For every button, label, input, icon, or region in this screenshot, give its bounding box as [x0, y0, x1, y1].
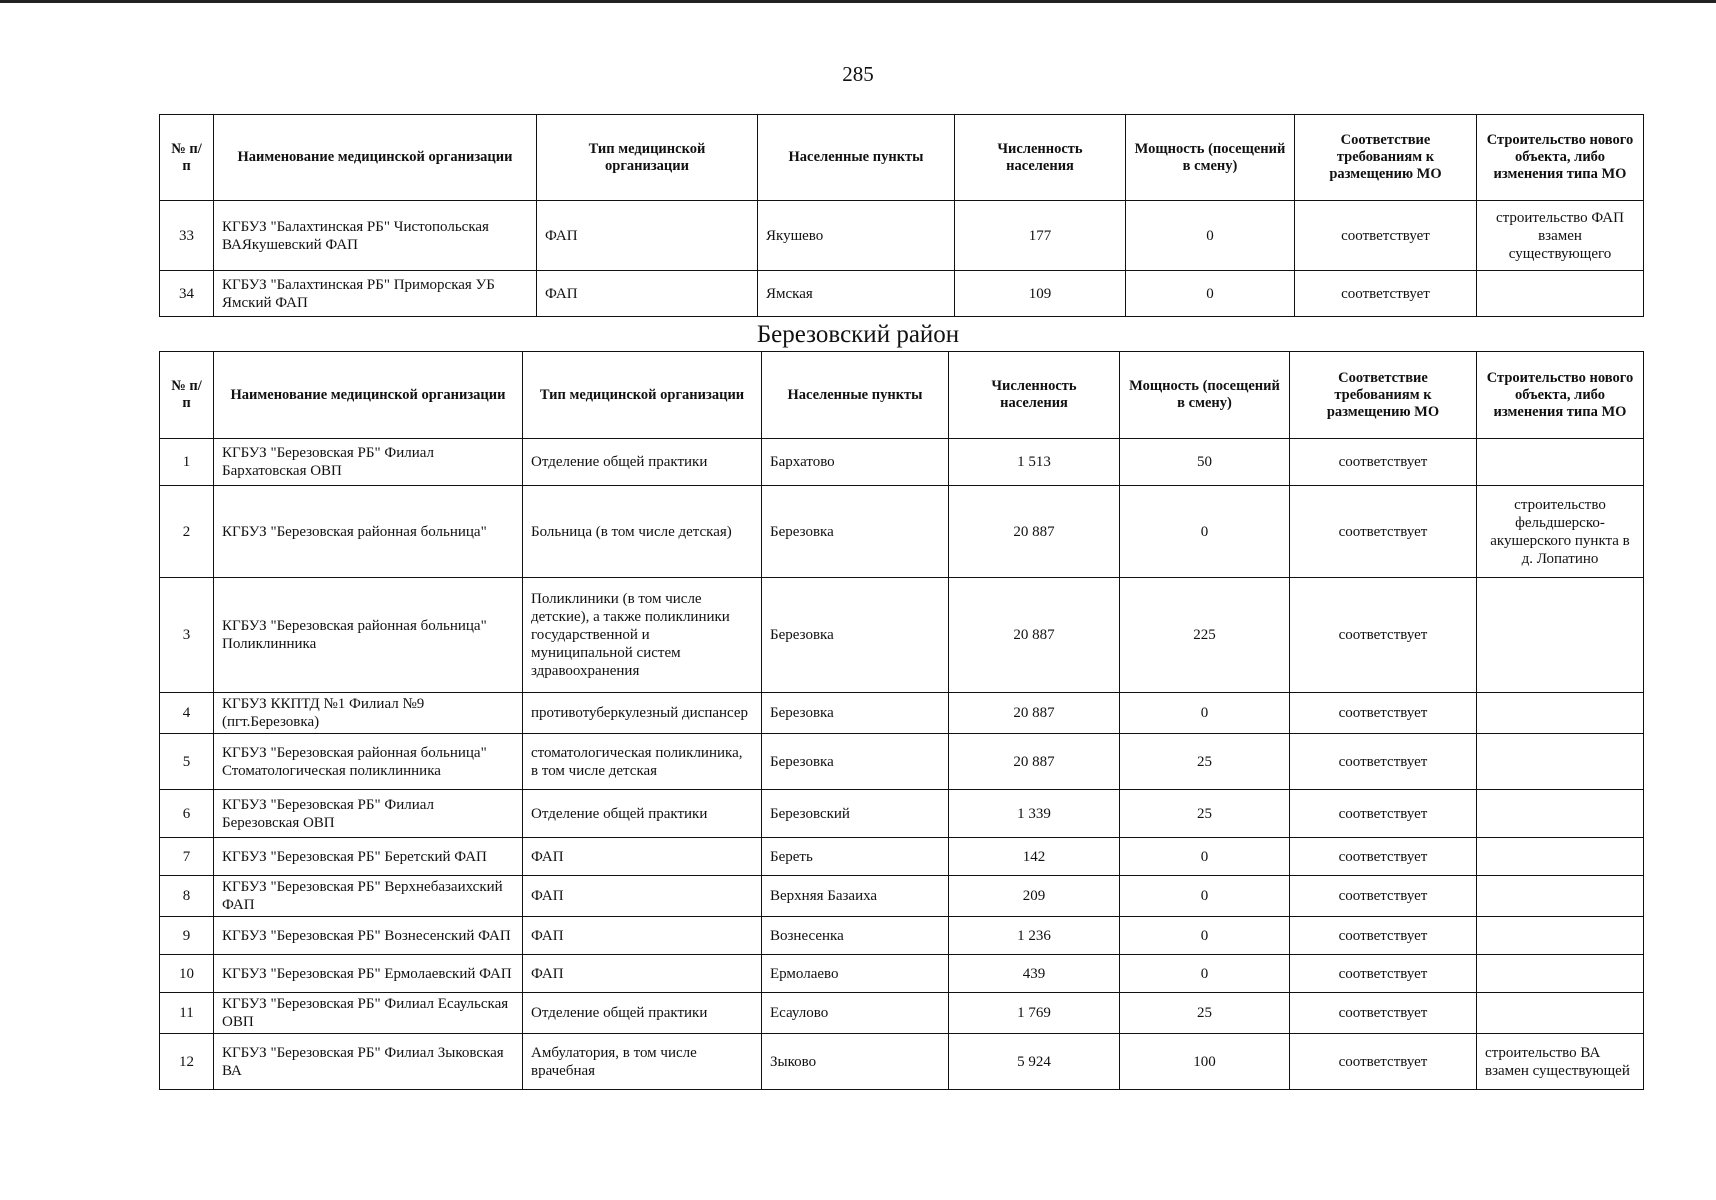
header-cell: Численность населения — [949, 352, 1120, 439]
settlement: Бархатово — [762, 439, 949, 486]
header-cell: Населенные пункты — [762, 352, 949, 439]
compliance: соответствует — [1290, 578, 1477, 693]
organization-type: стоматологическая поликлиника, в том числе детская — [523, 734, 762, 790]
header-cell: Строительство нового объекта, либо изменения типа МО — [1477, 352, 1644, 439]
settlement: Березовский — [762, 790, 949, 838]
compliance: соответствует — [1290, 693, 1477, 734]
compliance: соответствует — [1290, 1034, 1477, 1090]
organization-name: КГБУЗ "Березовская РБ" Ермолаевский ФАП — [214, 955, 523, 993]
compliance: соответствует — [1290, 790, 1477, 838]
header-cell: № п/п — [160, 352, 214, 439]
organization-type: противотуберкулезный диспансер — [523, 693, 762, 734]
organization-name: КГБУЗ "Березовская РБ" Верхнебазаихский ФАП — [214, 876, 523, 917]
row-number: 8 — [160, 876, 214, 917]
population: 20 887 — [949, 486, 1120, 578]
table-row — [160, 271, 1644, 317]
construction — [1477, 693, 1644, 734]
row-number: 2 — [160, 486, 214, 578]
organization-type: ФАП — [523, 838, 762, 876]
construction — [1477, 955, 1644, 993]
settlement: Березовка — [762, 734, 949, 790]
organization-name: КГБУЗ "Березовская районная больница" — [214, 486, 523, 578]
table-row — [160, 578, 1644, 693]
row-number: 5 — [160, 734, 214, 790]
construction — [1477, 790, 1644, 838]
table-row — [160, 439, 1644, 486]
organization-name: КГБУЗ "Березовская районная больница" Стоматологическая поликлинника — [214, 734, 523, 790]
settlement: Есаулово — [762, 993, 949, 1034]
capacity: 0 — [1120, 876, 1290, 917]
compliance: соответствует — [1290, 917, 1477, 955]
header-cell: Мощность (посещений в смену) — [1126, 115, 1295, 201]
population: 20 887 — [949, 734, 1120, 790]
organization-type: ФАП — [523, 917, 762, 955]
organization-type: ФАП — [523, 955, 762, 993]
population: 209 — [949, 876, 1120, 917]
organization-name: КГБУЗ "Березовская РБ" Вознесенский ФАП — [214, 917, 523, 955]
header-cell: Населенные пункты — [758, 115, 955, 201]
organization-name: КГБУЗ "Березовская районная больница" Поликлинника — [214, 578, 523, 693]
capacity: 0 — [1126, 201, 1295, 271]
header-cell: Строительство нового объекта, либо изменения типа МО — [1477, 115, 1644, 201]
capacity: 25 — [1120, 790, 1290, 838]
capacity: 225 — [1120, 578, 1290, 693]
table-row — [160, 734, 1644, 790]
row-number: 3 — [160, 578, 214, 693]
capacity: 25 — [1120, 734, 1290, 790]
organization-type: ФАП — [523, 876, 762, 917]
table-row — [160, 201, 1644, 271]
organization-name: КГБУЗ "Березовская РБ" Филиал Есаульская ОВП — [214, 993, 523, 1034]
row-number: 12 — [160, 1034, 214, 1090]
settlement: Вознесенка — [762, 917, 949, 955]
settlement: Березовка — [762, 486, 949, 578]
organization-type: Отделение общей практики — [523, 790, 762, 838]
construction: строительство ФАП взамен существующего — [1477, 201, 1644, 271]
table-row — [160, 486, 1644, 578]
settlement: Ермолаево — [762, 955, 949, 993]
capacity: 0 — [1120, 917, 1290, 955]
organization-name: КГБУЗ "Березовская РБ" Филиал Березовская ОВП — [214, 790, 523, 838]
population: 1 339 — [949, 790, 1120, 838]
compliance: соответствует — [1290, 876, 1477, 917]
population: 20 887 — [949, 693, 1120, 734]
table-row — [160, 790, 1644, 838]
header-cell: Тип медицинской организации — [523, 352, 762, 439]
table-row — [160, 917, 1644, 955]
settlement: Верхняя Базаиха — [762, 876, 949, 917]
construction — [1477, 578, 1644, 693]
organization-type: Отделение общей практики — [523, 439, 762, 486]
header-cell: Численность населения — [955, 115, 1126, 201]
population: 5 924 — [949, 1034, 1120, 1090]
population: 1 236 — [949, 917, 1120, 955]
construction — [1477, 734, 1644, 790]
table-row — [160, 693, 1644, 734]
organization-type: ФАП — [537, 201, 758, 271]
organization-name: КГБУЗ "Березовская РБ" Филиал Зыковская ВА — [214, 1034, 523, 1090]
settlement: Ямская — [758, 271, 955, 317]
compliance: соответствует — [1290, 439, 1477, 486]
compliance: соответствует — [1290, 734, 1477, 790]
organization-type: Амбулатория, в том числе врачебная — [523, 1034, 762, 1090]
capacity: 0 — [1120, 838, 1290, 876]
construction: строительство фельдшерско-акушерского пункта в д. Лопатино — [1477, 486, 1644, 578]
compliance: соответствует — [1290, 955, 1477, 993]
construction — [1477, 993, 1644, 1034]
capacity: 0 — [1126, 271, 1295, 317]
district-title: Березовский район — [756, 321, 960, 348]
population: 20 887 — [949, 578, 1120, 693]
capacity: 0 — [1120, 486, 1290, 578]
compliance: соответствует — [1295, 201, 1477, 271]
header-cell: Мощность (посещений в смену) — [1120, 352, 1290, 439]
organization-name: КГБУЗ "Березовская РБ" Филиал Бархатовская ОВП — [214, 439, 523, 486]
page-number: 285 — [842, 62, 874, 86]
page-top-border — [0, 0, 1716, 3]
header-cell: Наименование медицинской организации — [214, 115, 537, 201]
organization-name: КГБУЗ "Березовская РБ" Беретский ФАП — [214, 838, 523, 876]
compliance: соответствует — [1290, 993, 1477, 1034]
capacity: 25 — [1120, 993, 1290, 1034]
organization-type: Отделение общей практики — [523, 993, 762, 1034]
organization-name: КГБУЗ ККПТД №1 Филиал №9 (пгт.Березовка) — [214, 693, 523, 734]
construction — [1477, 439, 1644, 486]
row-number: 4 — [160, 693, 214, 734]
population: 1 769 — [949, 993, 1120, 1034]
row-number: 6 — [160, 790, 214, 838]
construction — [1477, 917, 1644, 955]
row-number: 11 — [160, 993, 214, 1034]
settlement: Березовка — [762, 578, 949, 693]
row-number: 7 — [160, 838, 214, 876]
table-row — [160, 1034, 1644, 1090]
population: 1 513 — [949, 439, 1120, 486]
continuation-table — [159, 114, 1644, 317]
construction — [1477, 271, 1644, 317]
compliance: соответствует — [1295, 271, 1477, 317]
population: 439 — [949, 955, 1120, 993]
settlement: Якушево — [758, 201, 955, 271]
construction — [1477, 838, 1644, 876]
population: 142 — [949, 838, 1120, 876]
district-table — [159, 351, 1644, 1090]
table-row — [160, 955, 1644, 993]
header-cell: № п/п — [160, 115, 214, 201]
table-row — [160, 838, 1644, 876]
compliance: соответствует — [1290, 838, 1477, 876]
organization-type: ФАП — [537, 271, 758, 317]
organization-name: КГБУЗ "Балахтинская РБ" Чистопольская ВАЯкушевский ФАП — [214, 201, 537, 271]
row-number: 9 — [160, 917, 214, 955]
construction: строительство ВА взамен существующей — [1477, 1034, 1644, 1090]
settlement: Береть — [762, 838, 949, 876]
table-row — [160, 993, 1644, 1034]
header-cell: Тип медицинской организации — [537, 115, 758, 201]
settlement: Зыково — [762, 1034, 949, 1090]
header-cell: Соответствие требованиям к размещению МО — [1295, 115, 1477, 201]
row-number: 1 — [160, 439, 214, 486]
capacity: 0 — [1120, 955, 1290, 993]
row-number: 34 — [160, 271, 214, 317]
organization-type: Больница (в том числе детская) — [523, 486, 762, 578]
capacity: 0 — [1120, 693, 1290, 734]
capacity: 100 — [1120, 1034, 1290, 1090]
construction — [1477, 876, 1644, 917]
header-row — [160, 352, 1644, 439]
row-number: 33 — [160, 201, 214, 271]
settlement: Березовка — [762, 693, 949, 734]
header-cell: Соответствие требованиям к размещению МО — [1290, 352, 1477, 439]
organization-name: КГБУЗ "Балахтинская РБ" Приморская УБ Ямский ФАП — [214, 271, 537, 317]
table-row — [160, 876, 1644, 917]
header-row — [160, 115, 1644, 201]
population: 109 — [955, 271, 1126, 317]
organization-type: Поликлиники (в том числе детские), а также поликлиники государственной и муниципальной систем здравоохранения — [523, 578, 762, 693]
row-number: 10 — [160, 955, 214, 993]
population: 177 — [955, 201, 1126, 271]
header-cell: Наименование медицинской организации — [214, 352, 523, 439]
compliance: соответствует — [1290, 486, 1477, 578]
capacity: 50 — [1120, 439, 1290, 486]
